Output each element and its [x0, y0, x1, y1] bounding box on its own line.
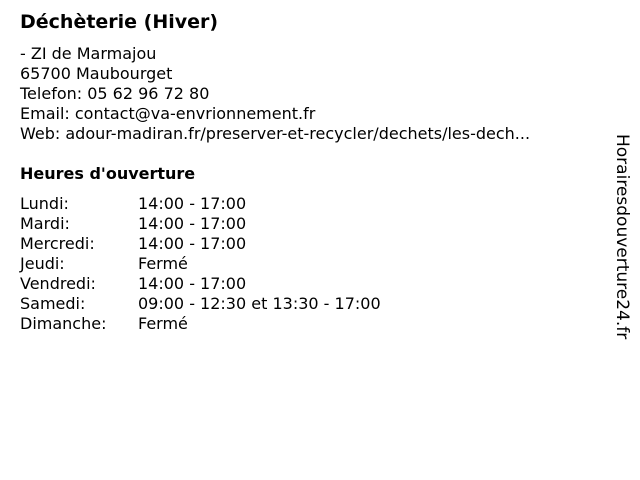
hours-day: Vendredi:	[20, 274, 96, 293]
hours-day: Dimanche:	[20, 314, 107, 333]
page-title: Déchèterie (Hiver)	[20, 11, 219, 33]
hours-day: Lundi:	[20, 194, 69, 213]
hours-time: 14:00 - 17:00	[138, 214, 247, 233]
site-watermark: Horairesdouverture24.fr	[612, 134, 632, 340]
hours-time: Fermé	[138, 314, 188, 333]
hours-time: 14:00 - 17:00	[138, 274, 247, 293]
hours-heading: Heures d'ouverture	[20, 164, 196, 183]
hours-day: Samedi:	[20, 294, 86, 313]
hours-day: Mardi:	[20, 214, 70, 233]
hours-day: Jeudi:	[20, 254, 65, 273]
hours-time: 14:00 - 17:00	[138, 194, 247, 213]
hours-time: 09:00 - 12:30 et 13:30 - 17:00	[138, 294, 381, 313]
phone-line: Telefon: 05 62 96 72 80	[20, 84, 210, 103]
address-block	[20, 44, 530, 144]
web-line: Web: adour-madiran.fr/preserver-et-recycler/dechets/les-dech...	[20, 124, 531, 143]
hours-day: Mercredi:	[20, 234, 95, 253]
hours-time: 14:00 - 17:00	[138, 234, 247, 253]
address-street: - ZI de Marmajou	[20, 44, 157, 63]
hours-time: Fermé	[138, 254, 188, 273]
address-city: 65700 Maubourget	[20, 64, 173, 83]
email-line: Email: contact@va-envrionnement.fr	[20, 104, 316, 123]
